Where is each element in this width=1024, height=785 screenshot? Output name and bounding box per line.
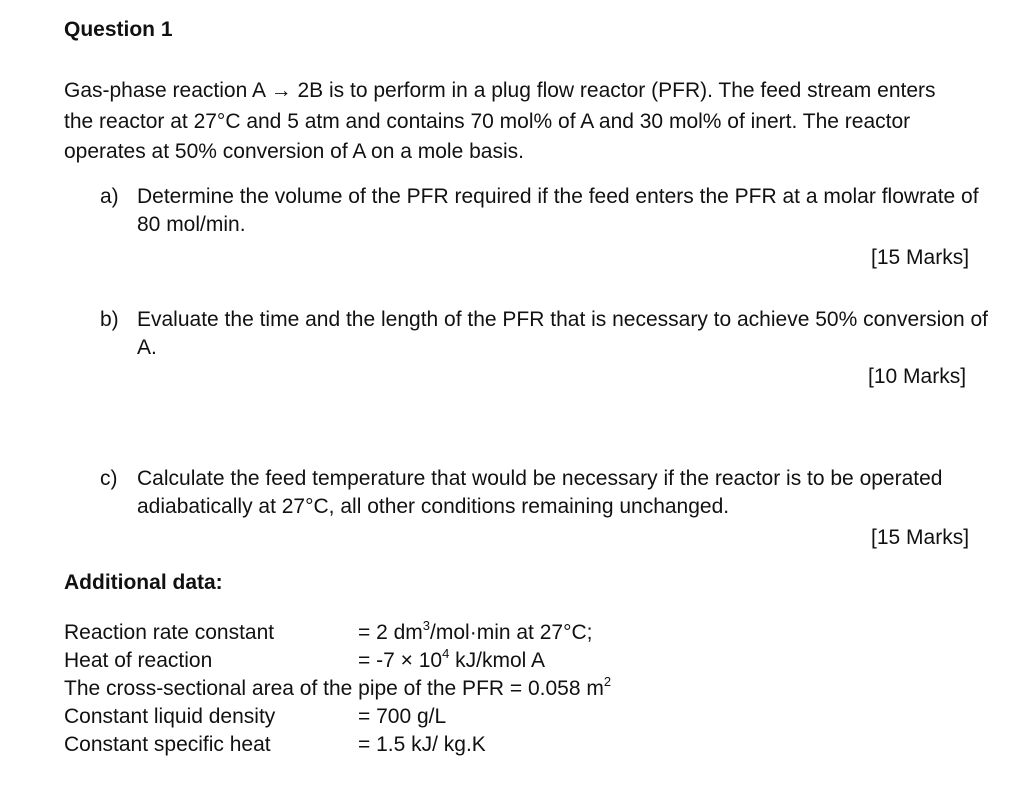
part-a-letter: a) xyxy=(100,185,119,208)
question-title: Question 1 xyxy=(64,18,173,41)
part-a-text: Determine the volume of the PFR required if the feed enters the PFR at a molar flowrate of 80 mol/min. xyxy=(137,185,979,236)
data-value-sup: 3 xyxy=(422,618,431,633)
data-row-cross-section xyxy=(64,675,611,705)
data-label: Constant specific heat xyxy=(64,733,271,756)
data-value-post: /mol·min at 27°C; xyxy=(430,621,593,644)
data-value-post: kJ/kmol A xyxy=(449,649,545,672)
part-b-text: Evaluate the time and the length of the PFR that is necessary to achieve 50% conversion of A. xyxy=(137,308,988,359)
question-intro: Gas-phase reaction A → 2B is to perform in a plug flow reactor (PFR). The feed stream enters the reactor at 27°C and 5 atm and contains 70 mol% of A and 30 mol% of inert. The reactor operates at 50% conversion of A on a mole basis. xyxy=(64,79,936,163)
part-c-text: Calculate the feed temperature that would be necessary if the reactor is to be operated adiabatically at 27°C, all other conditions remaining unchanged. xyxy=(137,467,943,518)
part-c xyxy=(100,465,990,521)
data-value: = -7 × 10 xyxy=(358,649,443,672)
data-label: The cross-sectional area of the pipe of the PFR = 0.058 m xyxy=(64,677,604,700)
data-row-heat-of-reaction xyxy=(64,647,545,677)
data-label: Constant liquid density xyxy=(64,705,276,728)
data-label: Reaction rate constant xyxy=(64,621,275,644)
data-value: = 700 g/L xyxy=(358,705,447,728)
data-label: Heat of reaction xyxy=(64,649,213,672)
part-b xyxy=(100,306,990,362)
additional-data-title: Additional data: xyxy=(64,571,223,594)
part-a-marks: [15 Marks] xyxy=(871,246,970,269)
part-b-letter: b) xyxy=(100,308,119,331)
part-c-letter: c) xyxy=(100,467,118,490)
data-row-rate-constant xyxy=(64,619,592,649)
part-c-marks: [15 Marks] xyxy=(871,526,970,549)
part-a xyxy=(100,183,990,239)
data-row-liquid-density xyxy=(64,703,446,731)
data-row-specific-heat xyxy=(64,731,486,759)
data-value-sup: 2 xyxy=(603,674,612,689)
data-value: = 1.5 kJ/ kg.K xyxy=(358,733,486,756)
part-b-marks: [10 Marks] xyxy=(868,365,967,388)
data-value: = 2 dm xyxy=(358,621,423,644)
data-value-sup: 4 xyxy=(442,646,450,661)
